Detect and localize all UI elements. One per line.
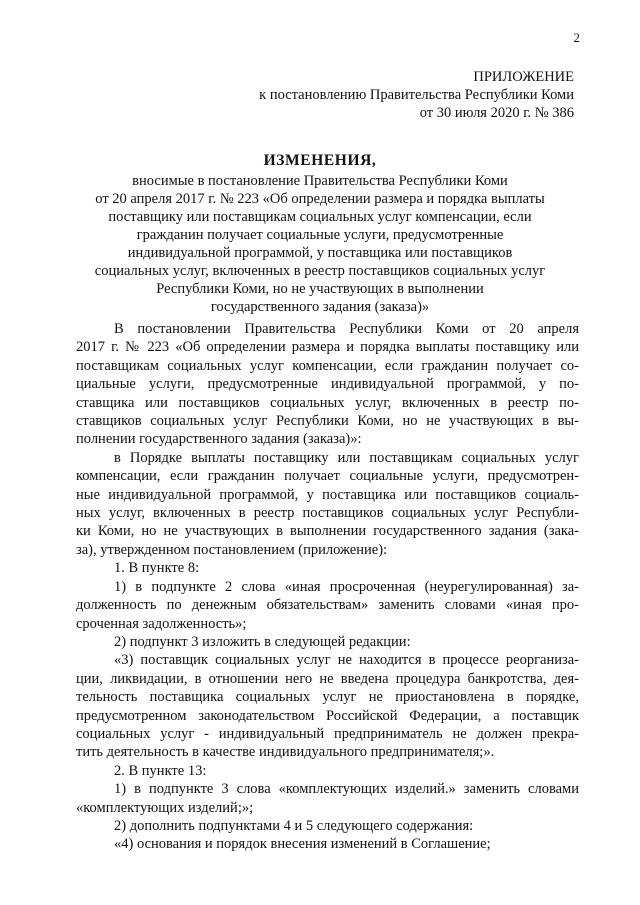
body-line: 2) подпункт 3 изложить в следующей редакции: <box>114 633 411 650</box>
heading-block <box>90 152 550 316</box>
heading-line: от 20 апреля 2017 г. № 223 «Об определении размера и порядка выплаты <box>95 191 545 207</box>
heading-line: индивидуальной программой, у поставщика или поставщиков <box>127 245 513 261</box>
body-line: тить деятельность в качестве индивидуального предпринимателя;». <box>76 744 495 761</box>
body-line: 1) в подпункте 2 слова «иная просроченная (неурегулированная) за- <box>114 578 579 595</box>
body-line: сроченная задолженность»; <box>76 615 247 632</box>
body-line: 2) дополнить подпунктами 4 и 5 следующего содержания: <box>114 817 474 834</box>
appendix-block <box>259 68 574 122</box>
heading-line: социальных услуг, включенных в реестр поставщиков социальных услуг <box>94 263 546 279</box>
body-line: ных услуг, включенных в реестр поставщиков социальных услуг Республи- <box>76 505 579 522</box>
appendix-line: к постановлению Правительства Республики Коми <box>259 87 574 103</box>
body-line: 2. В пункте 13: <box>114 762 207 779</box>
heading-line: гражданин получает социальные услуги, предусмотренные <box>136 227 504 243</box>
body-line: циальные услуги, предусмотренные индивидуальной программой, у по- <box>76 376 579 393</box>
heading-line: Республики Коми, но не участвующих в выполнении <box>156 281 484 297</box>
body-line: компенсации, если гражданин получает социальные услуги, предусмотрен- <box>76 468 579 485</box>
appendix-line: от 30 июля 2020 г. № 386 <box>419 105 574 121</box>
body-line: «комплектующих изделий;»; <box>76 799 254 816</box>
body-line: в Порядке выплаты поставщику или поставщикам социальных услуг <box>114 449 579 466</box>
document-body <box>76 320 579 854</box>
body-line: за), утвержденном постановлением (приложение): <box>76 541 388 558</box>
appendix-line: ПРИЛОЖЕНИЕ <box>473 69 574 85</box>
body-line: 1. В пункте 8: <box>114 560 200 577</box>
body-line: «4) основания и порядок внесения изменений в Соглашение; <box>114 836 491 853</box>
heading-line: поставщику или поставщикам социальных услуг компенсации, если <box>108 209 532 225</box>
body-line: ции, ликвидации, в отношении него не введена процедура банкротства, дея- <box>76 670 579 687</box>
body-line: социальных услуг - индивидуальный предприниматель не должен прекра- <box>76 725 579 742</box>
body-line: ставщиков социальных услуг Республики Коми, но не участвующих в вы- <box>76 413 579 430</box>
body-line: поставщикам социальных услуг компенсации, если гражданин получает со- <box>76 357 579 374</box>
body-line: ные индивидуальной программой, у поставщика или поставщиков социаль- <box>76 486 579 503</box>
body-line: 1) в подпункте 3 слова «комплектующих изделий.» заменить словами <box>114 781 579 798</box>
page-number: 2 <box>573 30 580 45</box>
heading-line: государственного задания (заказа)» <box>210 299 430 315</box>
body-line: 2017 г. № 223 «Об определении размера и порядка выплаты поставщику или <box>76 339 579 356</box>
body-line: ки Коми, но не участвующих в выполнении государственного задания (зака- <box>76 523 579 540</box>
body-line: ставщика или поставщиков социальных услуг, включенных в реестр по- <box>76 394 579 411</box>
body-line: «3) поставщик социальных услуг не находится в процессе реорганиза- <box>114 652 579 669</box>
heading-line: вносимые в постановление Правительства Республики Коми <box>132 173 508 189</box>
body-line: предусмотренном законодательством Российской Федерации, а поставщик <box>76 707 579 724</box>
body-line: В постановлении Правительства Республики Коми от 20 апреля <box>114 321 579 337</box>
body-line: полнении государственного задания (заказа)»: <box>76 431 362 448</box>
document-title: ИЗМЕНЕНИЯ, <box>263 152 377 169</box>
body-line: долженность по денежным обязательствам» заменить словами «иная про- <box>76 597 579 614</box>
body-line: тельность поставщика социальных услуг не приостановлена в порядке, <box>76 689 579 706</box>
